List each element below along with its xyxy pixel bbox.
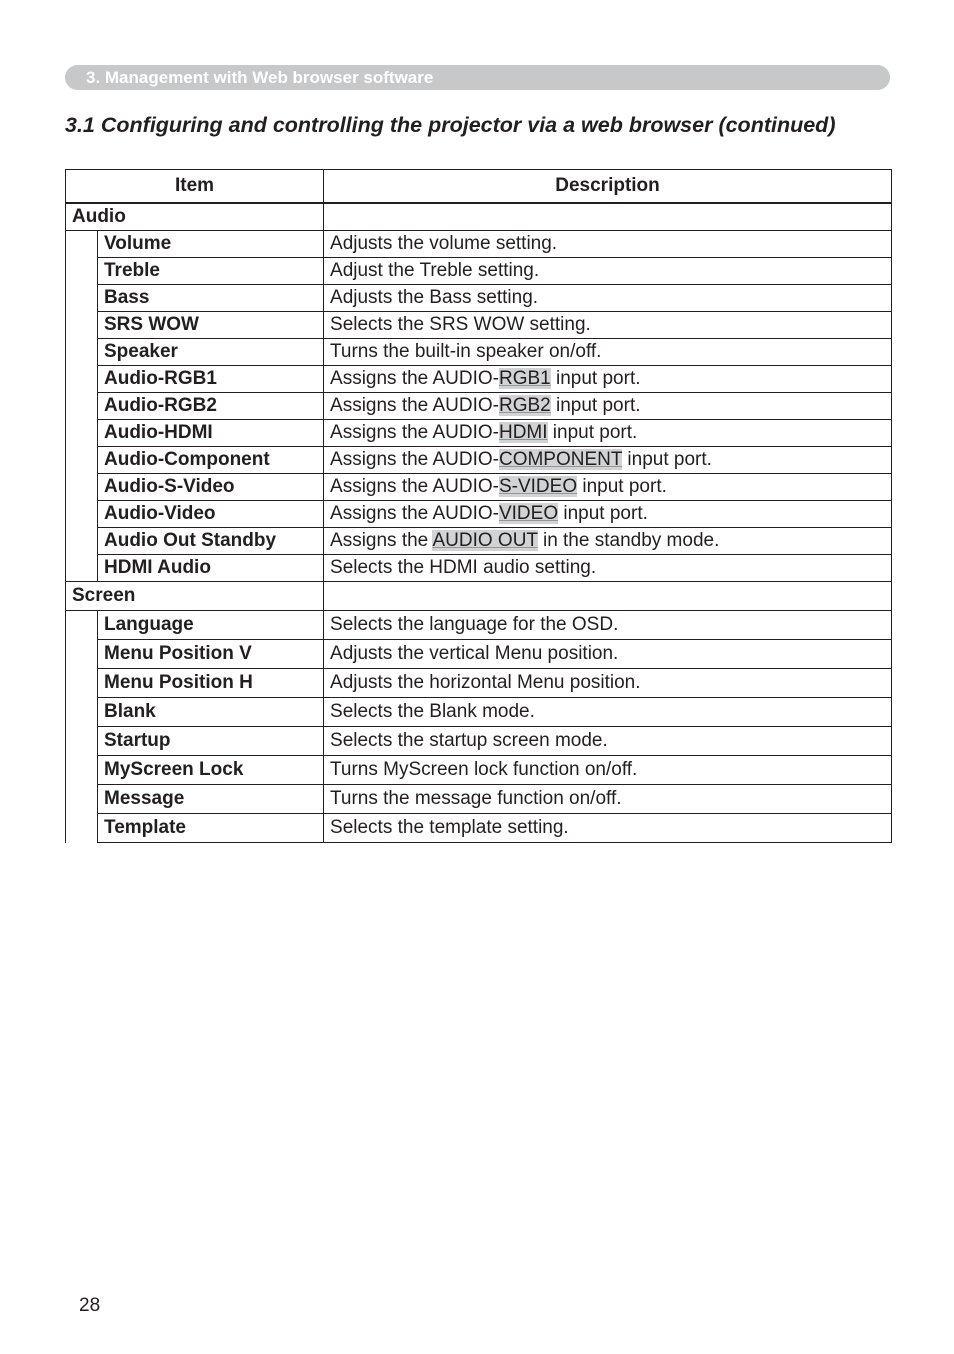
group-description-empty	[324, 582, 892, 611]
page-number: 28	[79, 1295, 101, 1316]
indent-cell	[66, 285, 98, 312]
item-name: Audio-RGB2	[98, 393, 324, 420]
table-row	[66, 814, 892, 843]
item-name: Blank	[98, 698, 324, 727]
item-name: Audio-HDMI	[98, 420, 324, 447]
item-name: Message	[98, 785, 324, 814]
item-description: Selects the language for the OSD.	[324, 611, 892, 640]
indent-cell	[66, 528, 98, 555]
item-name: Volume	[98, 231, 324, 258]
port-name: RGB1	[498, 368, 551, 389]
table-row	[66, 231, 892, 258]
port-name: S-VIDEO	[498, 476, 578, 497]
settings-table	[65, 169, 892, 843]
indent-cell	[66, 611, 98, 640]
item-description: Assigns the AUDIO-RGB1 input port.	[324, 366, 892, 393]
section-header-label: 3. Management with Web browser software	[86, 68, 434, 87]
group-label-audio: Audio	[66, 203, 324, 231]
table-row	[66, 555, 892, 582]
item-name: Audio-Component	[98, 447, 324, 474]
item-name: Template	[98, 814, 324, 843]
table-row	[66, 727, 892, 756]
group-label-screen: Screen	[66, 582, 324, 611]
table-row	[66, 474, 892, 501]
indent-cell	[66, 366, 98, 393]
table-row	[66, 528, 892, 555]
item-description: Turns the built-in speaker on/off.	[324, 339, 892, 366]
indent-cell	[66, 420, 98, 447]
indent-cell	[66, 669, 98, 698]
indent-cell	[66, 756, 98, 785]
item-description: Adjusts the vertical Menu position.	[324, 640, 892, 669]
indent-cell	[66, 474, 98, 501]
table-row	[66, 501, 892, 528]
indent-cell	[66, 258, 98, 285]
table-row	[66, 339, 892, 366]
indent-cell	[66, 447, 98, 474]
item-name: Menu Position V	[98, 640, 324, 669]
item-description: Assigns the AUDIO-S-VIDEO input port.	[324, 474, 892, 501]
table-header-row	[66, 170, 892, 204]
item-name: Startup	[98, 727, 324, 756]
table-row	[66, 447, 892, 474]
item-name: Speaker	[98, 339, 324, 366]
item-description: Adjusts the Bass setting.	[324, 285, 892, 312]
item-description: Assigns the AUDIO OUT in the standby mode.	[324, 528, 892, 555]
port-name: COMPONENT	[498, 449, 623, 470]
group-row-screen	[66, 582, 892, 611]
indent-cell	[66, 393, 98, 420]
table-row	[66, 698, 892, 727]
indent-cell	[66, 501, 98, 528]
item-description: Selects the HDMI audio setting.	[324, 555, 892, 582]
table-row	[66, 640, 892, 669]
item-name: MyScreen Lock	[98, 756, 324, 785]
indent-cell	[66, 640, 98, 669]
item-description: Turns MyScreen lock function on/off.	[324, 756, 892, 785]
indent-cell	[66, 785, 98, 814]
table-row	[66, 420, 892, 447]
table-row	[66, 785, 892, 814]
item-name: Audio Out Standby	[98, 528, 324, 555]
table-row	[66, 285, 892, 312]
page-title: 3.1 Configuring and controlling the projector via a web browser (continued)	[65, 113, 836, 137]
table-row	[66, 366, 892, 393]
column-header-description: Description	[324, 170, 892, 204]
indent-cell	[66, 698, 98, 727]
port-name: AUDIO OUT	[432, 530, 538, 551]
indent-cell	[66, 727, 98, 756]
indent-cell	[66, 312, 98, 339]
table-row	[66, 312, 892, 339]
item-name: SRS WOW	[98, 312, 324, 339]
item-description: Assigns the AUDIO-RGB2 input port.	[324, 393, 892, 420]
indent-cell	[66, 814, 98, 843]
item-description: Assigns the AUDIO-HDMI input port.	[324, 420, 892, 447]
indent-cell	[66, 555, 98, 582]
item-name: Bass	[98, 285, 324, 312]
table-row	[66, 669, 892, 698]
item-description: Adjusts the horizontal Menu position.	[324, 669, 892, 698]
indent-cell	[66, 339, 98, 366]
item-name: HDMI Audio	[98, 555, 324, 582]
indent-cell	[66, 231, 98, 258]
item-description: Selects the Blank mode.	[324, 698, 892, 727]
section-header-bar	[65, 65, 890, 90]
item-name: Language	[98, 611, 324, 640]
port-name: RGB2	[498, 395, 551, 416]
table-row	[66, 611, 892, 640]
item-description: Adjust the Treble setting.	[324, 258, 892, 285]
item-name: Audio-RGB1	[98, 366, 324, 393]
item-description: Adjusts the volume setting.	[324, 231, 892, 258]
item-description: Selects the template setting.	[324, 814, 892, 843]
item-description: Selects the startup screen mode.	[324, 727, 892, 756]
item-description: Assigns the AUDIO-VIDEO input port.	[324, 501, 892, 528]
port-name: HDMI	[498, 422, 548, 443]
table-row	[66, 756, 892, 785]
group-description-empty	[324, 203, 892, 231]
table-row	[66, 393, 892, 420]
item-name: Audio-S-Video	[98, 474, 324, 501]
item-description: Selects the SRS WOW setting.	[324, 312, 892, 339]
item-description: Assigns the AUDIO-COMPONENT input port.	[324, 447, 892, 474]
item-name: Treble	[98, 258, 324, 285]
group-row-audio	[66, 203, 892, 231]
item-name: Menu Position H	[98, 669, 324, 698]
port-name: VIDEO	[498, 503, 559, 524]
table-row	[66, 258, 892, 285]
column-header-item: Item	[66, 170, 324, 204]
item-description: Turns the message function on/off.	[324, 785, 892, 814]
item-name: Audio-Video	[98, 501, 324, 528]
